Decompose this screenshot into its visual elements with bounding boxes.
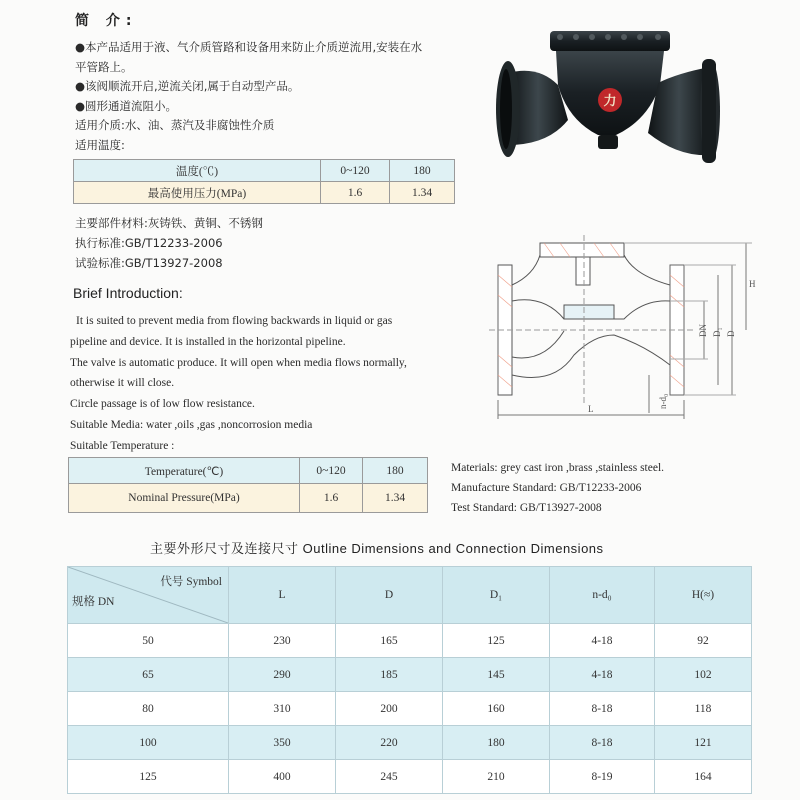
intro-cn-line: ●本产品适用于液、气介质管路和设备用来防止介质逆流用,安装在水 — [75, 40, 423, 54]
label-H: H — [749, 279, 756, 289]
table-cell: 1.34 — [363, 484, 428, 513]
intro-en-line: It is suited to prevent media from flowing backwards in liquid or gas — [76, 315, 393, 327]
table-cell: 0~120 — [300, 458, 363, 484]
intro-en-line: Circle passage is of low flow resistance. — [70, 398, 255, 411]
table-cell: 220 — [336, 726, 443, 760]
table-cell: 125 — [68, 760, 229, 794]
table-cell: 65 — [68, 658, 229, 692]
table-row — [68, 658, 752, 692]
label-L: L — [588, 404, 594, 414]
label-D1: D₁ — [712, 327, 722, 337]
intro-en-line: Manufacture Standard: GB/T12233-2006 — [451, 481, 642, 494]
table-cell: 温度(℃) — [74, 160, 321, 182]
intro-cn-text — [75, 38, 495, 155]
table-cell: 4-18 — [550, 624, 655, 658]
table-cell: 180 — [443, 726, 550, 760]
intro-en-line: Suitable Temperature : — [70, 439, 175, 452]
en-pressure-table — [68, 457, 428, 513]
table-cell: 1.34 — [390, 182, 455, 204]
intro-cn-line: 适用介质:水、油、蒸汽及非腐蚀性介质 — [75, 118, 275, 132]
table-cell: 最高使用压力(MPa) — [74, 182, 321, 204]
intro-en-line: pipeline and device. It is installed in the horizontal pipeline. — [70, 335, 346, 348]
table-cell: 145 — [443, 658, 550, 692]
intro-cn-line: 适用温度: — [75, 137, 125, 152]
table-cell: 1.6 — [300, 484, 363, 513]
table-cell: 310 — [229, 692, 336, 726]
intro-en-line: The valve is automatic produce. It will open when media flows normally, — [70, 356, 407, 369]
table-cell: 8-18 — [550, 726, 655, 760]
intro-en-heading: Brief Introduction: — [73, 285, 183, 301]
table-cell: 118 — [655, 692, 752, 726]
dimensions-table — [67, 566, 752, 794]
column-header: D — [336, 567, 443, 624]
table-cell: 290 — [229, 658, 336, 692]
table-cell: 92 — [655, 624, 752, 658]
intro-cn-line: ●圆形通道流阻小。 — [75, 98, 178, 113]
table-row — [68, 624, 752, 658]
column-header: L — [229, 567, 336, 624]
brand-badge-char: 力 — [603, 94, 617, 109]
table-cell: 185 — [336, 658, 443, 692]
intro-en-line: Suitable Media: water ,oils ,gas ,noncorrosion media — [70, 418, 313, 431]
intro-cn-line: ●该阀顺流开启,逆流关闭,属于自动型产品。 — [75, 79, 300, 93]
table-cell: 0~120 — [321, 160, 390, 182]
intro-en-text — [70, 311, 470, 457]
column-header: n-d₀ — [550, 567, 655, 624]
corner-dn-label: 规格 DN — [72, 596, 115, 608]
corner-symbol-label: 代号 Symbol — [160, 576, 222, 588]
table-cell: 125 — [443, 624, 550, 658]
intro-cn-line: 试验标准:GB/T13927-2008 — [75, 256, 223, 270]
table-cell: 165 — [336, 624, 443, 658]
table-cell: 160 — [443, 692, 550, 726]
table-cell: 200 — [336, 692, 443, 726]
table-cell: 350 — [229, 726, 336, 760]
table-cell: 180 — [390, 160, 455, 182]
table-row — [68, 726, 752, 760]
corner-header — [68, 567, 229, 624]
table-cell: 8-18 — [550, 692, 655, 726]
intro-en-line: otherwise it will close. — [70, 377, 175, 390]
intro-cn-heading: 简 介: — [75, 13, 138, 29]
table-cell: 230 — [229, 624, 336, 658]
table-cell: 4-18 — [550, 658, 655, 692]
table-cell: 1.6 — [321, 182, 390, 204]
table-cell: 50 — [68, 624, 229, 658]
table-cell: 121 — [655, 726, 752, 760]
table-cell: 210 — [443, 760, 550, 794]
table-cell: Temperature(℃) — [69, 458, 300, 484]
cn-pressure-table — [73, 159, 455, 204]
intro-cn-line: 主要部件材料:灰铸铁、黄铜、不锈钢 — [75, 216, 263, 230]
label-DN: DN — [698, 324, 708, 337]
table-cell: 80 — [68, 692, 229, 726]
table-cell: 164 — [655, 760, 752, 794]
table-cell: 400 — [229, 760, 336, 794]
label-nd: n-d₀ — [658, 393, 668, 409]
label-D: D — [726, 330, 736, 337]
valve-section-drawing — [484, 235, 774, 425]
dimensions-title: 主要外形尺寸及连接尺寸 Outline Dimensions and Connection Dimensions — [150, 541, 604, 556]
intro-cn-line: 平管路上。 — [75, 59, 133, 74]
table-row — [68, 760, 752, 794]
intro-cn-line: 执行标准:GB/T12233-2006 — [75, 236, 223, 250]
intro-cn-materials — [75, 213, 263, 273]
table-cell: 102 — [655, 658, 752, 692]
check-valve-photo — [488, 25, 728, 190]
intro-en-standards — [451, 459, 664, 518]
table-row — [68, 692, 752, 726]
table-cell: 180 — [363, 458, 428, 484]
column-header: H(≈) — [655, 567, 752, 624]
table-cell: 245 — [336, 760, 443, 794]
intro-en-line: Materials: grey cast iron ,brass ,stainless steel. — [451, 462, 665, 474]
table-cell: 100 — [68, 726, 229, 760]
intro-en-line: Test Standard: GB/T13927-2008 — [451, 501, 602, 514]
column-header: D₁ — [443, 567, 550, 624]
table-cell: 8-19 — [550, 760, 655, 794]
table-cell: Nominal Pressure(MPa) — [69, 484, 300, 513]
